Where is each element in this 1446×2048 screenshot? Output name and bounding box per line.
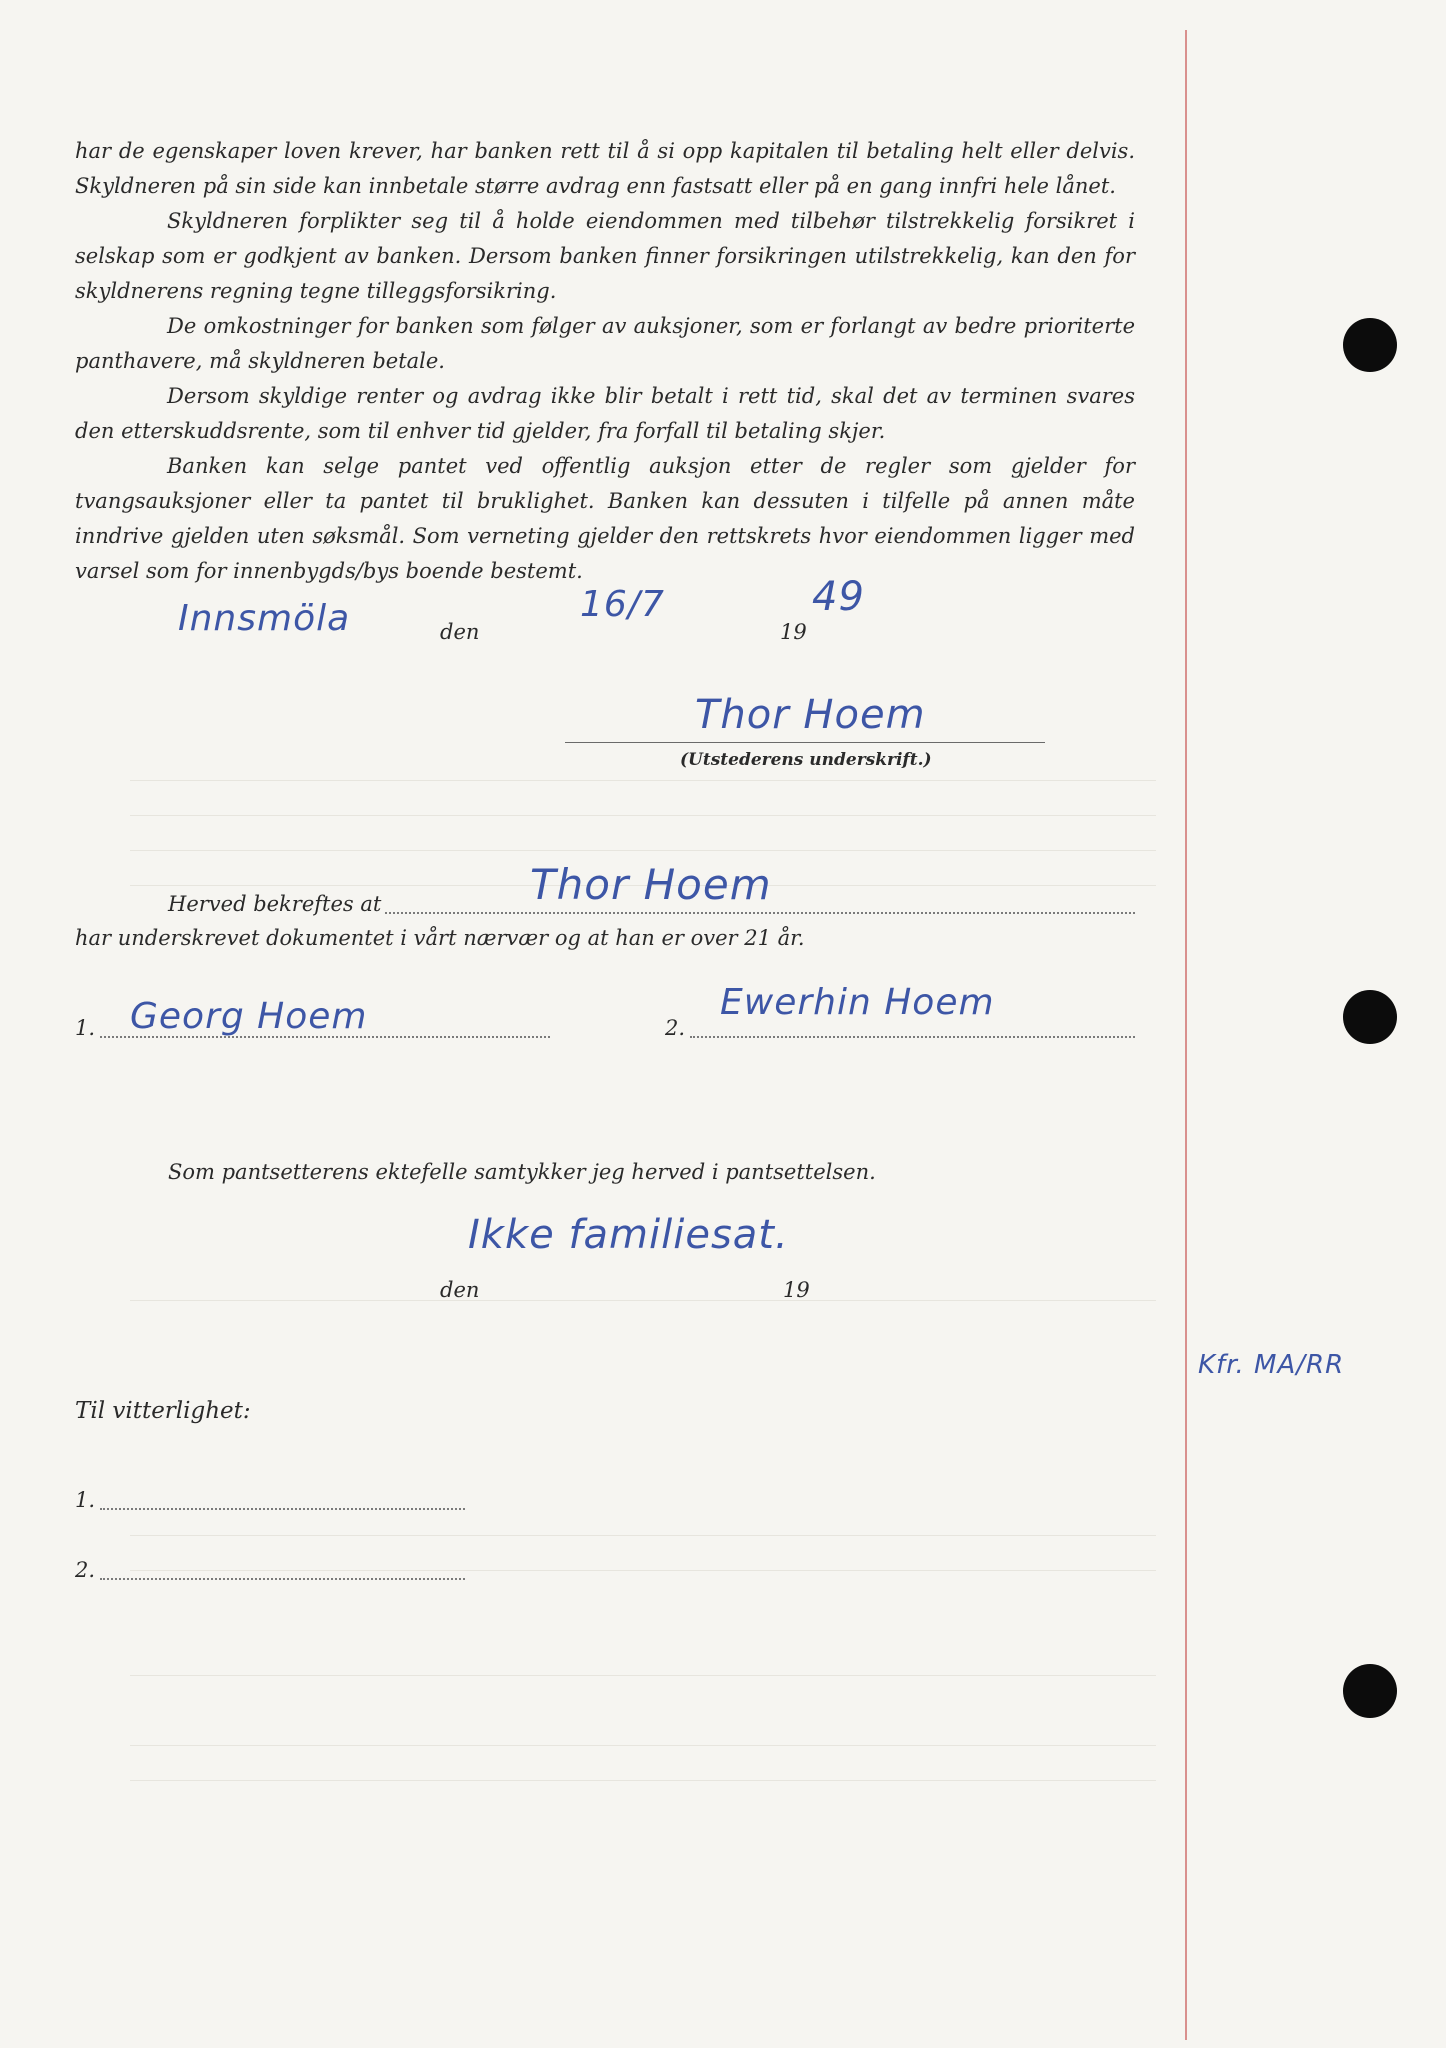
- date-handwriting: 16/7: [580, 584, 665, 625]
- spouse-signature: Ikke familiesat.: [468, 1212, 789, 1258]
- paragraph-auction: Banken kan selge pantet ved offentlig auksjon etter de regler som gjelder for tvangsauksjoner eller ta pantet til bruklighet. Banken kan dessuten i tilfelle på annen måte inndrive gjelden uten søksmål. Som verneting gjelder den rettskrets hvor eiendommen ligger med varsel som for innenbygds/bys boende bestemt.: [75, 454, 1135, 583]
- confirmation-statement: har underskrevet dokumentet i vårt nærvær og at han er over 21 år.: [75, 926, 805, 950]
- year-prefix: 19: [780, 620, 807, 644]
- issuer-signature: Thor Hoem: [695, 692, 926, 738]
- witness-line-2: [100, 1578, 465, 1580]
- spouse-den-label: den: [440, 1278, 480, 1302]
- witness-1-line: [100, 1036, 550, 1038]
- binder-hole: [1343, 318, 1397, 372]
- margin-note: Kfr. MA/RR: [1198, 1350, 1345, 1380]
- signature-caption: (Utstederens underskrift.): [680, 750, 932, 770]
- name-line: [385, 912, 1135, 914]
- paragraph-costs: De omkostninger for banken som følger av auksjoner, som er forlangt av bedre prioriterte panthavere, må skyldneren betale.: [75, 314, 1135, 373]
- witness-1-signature: Georg Hoem: [130, 996, 368, 1037]
- witness-line-1-number: 1.: [75, 1488, 96, 1512]
- witness-title: Til vitterlighet:: [75, 1398, 251, 1424]
- place-handwriting: Innsmöla: [178, 598, 351, 639]
- witness-line-2-number: 2.: [75, 1558, 96, 1582]
- witness-line-1: [100, 1508, 465, 1510]
- witness-2-line: [690, 1036, 1135, 1038]
- spouse-year-prefix: 19: [783, 1278, 810, 1302]
- herved-label: Herved bekreftes at: [168, 892, 382, 916]
- witness-2-number: 2.: [665, 1016, 686, 1040]
- margin-rule: [1185, 30, 1187, 2040]
- witness-1-number: 1.: [75, 1016, 96, 1040]
- year-handwriting: 49: [812, 574, 865, 620]
- paragraph-insurance: Skyldneren forplikter seg til å holde eiendommen med tilbehør tilstrekkelig forsikret i selskap som er godkjent av banken. Dersom banken finner forsikringen utilstrekkelig, kan den for skyldnerens regning tegne tilleggsforsikring.: [75, 209, 1135, 303]
- den-label: den: [440, 620, 480, 644]
- paragraph-capital: har de egenskaper loven krever, har banken rett til å si opp kapitalen til betaling helt eller delvis. Skyldneren på sin side kan innbetale større avdrag enn fastsatt eller på en gang innfri hele lånet.: [75, 139, 1135, 198]
- binder-hole: [1343, 990, 1397, 1044]
- witness-2-signature: Ewerhin Hoem: [720, 982, 995, 1023]
- binder-hole: [1343, 1664, 1397, 1718]
- paragraph-interest: Dersom skyldige renter og avdrag ikke blir betalt i rett tid, skal det av terminen svares den etterskuddsrente, som til enhver tid gjelder, fra forfall til betaling skjer.: [75, 384, 1135, 443]
- signer-name-handwriting: Thor Hoem: [530, 860, 772, 909]
- signature-line: [565, 742, 1045, 743]
- spouse-consent: Som pantsetterens ektefelle samtykker jeg herved i pantsettelsen.: [168, 1160, 876, 1184]
